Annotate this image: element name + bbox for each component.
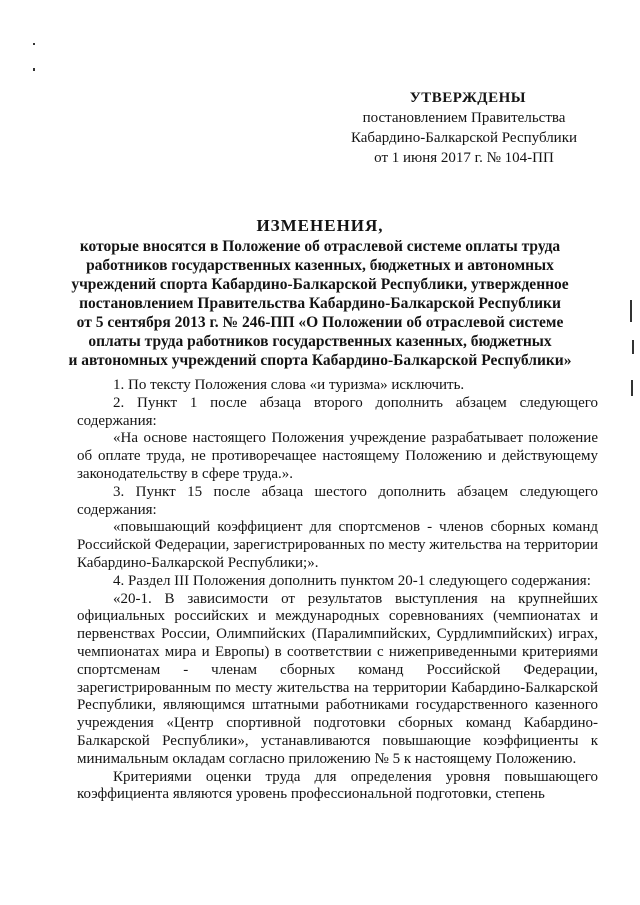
title-line: постановлением Правительства Кабардино-Балкарской Республики bbox=[79, 295, 561, 312]
approval-line: постановлением Правительства bbox=[362, 110, 566, 126]
title-line: и автономных учреждений спорта Кабардино-Балкарской Республики» bbox=[68, 352, 572, 369]
title-line: от 5 сентября 2013 г. № 246-ПП «О Положении об отраслевой системе bbox=[76, 314, 564, 331]
approval-line: от 1 июня 2017 г. № 104-ПП bbox=[374, 150, 554, 166]
paragraph: «повышающий коэффициент для спортсменов - членов сборных команд Российской Федерации, зарегистрированных по месту жительства на территории Кабардино-Балкарской Республики;». bbox=[77, 519, 598, 571]
paragraph: «20-1. В зависимости от результатов выступления на крупнейших официальных российских и международных соревнованиях (чемпионатах и первенствах России, Олимпийских (Паралимпийских, Сурдлимпийских) играх, чемпионатах мира и Европы) в соответствии с нижеприведенными критериями спортсменам - членам сборных команд Российской Федерации, зарегистрированным по месту жительства на территории Кабардино-Балкарской Республики, являющимся штатными работниками государственного казенного учреждения «Центр спортивной подготовки сборных команд Кабардино-Балкарской Республики», устанавливаются повышающие коэффициенты к минимальным окладам согласно приложению № 5 к настоящему Положению. bbox=[77, 590, 598, 767]
paragraph: Критериями оценки труда для определения уровня повышающего коэффициента являются уровень профессиональной подготовки, степень bbox=[77, 768, 598, 803]
paragraph: 3. Пункт 15 после абзаца шестого дополнить абзацем следующего содержания: bbox=[77, 483, 598, 518]
paragraph: 4. Раздел III Положения дополнить пунктом 20-1 следующего содержания: bbox=[113, 572, 591, 589]
document-body bbox=[77, 377, 598, 804]
scan-edge-mark bbox=[631, 380, 633, 396]
title-line: учреждений спорта Кабардино-Балкарской Республики, утвержденное bbox=[71, 276, 569, 293]
scan-speck bbox=[33, 43, 35, 45]
paragraph: 1. По тексту Положения слова «и туризма» исключить. bbox=[113, 377, 465, 393]
approval-block bbox=[336, 88, 592, 168]
scan-speck bbox=[33, 68, 35, 71]
title-line: работников государственных казенных, бюджетных и автономных bbox=[86, 257, 554, 274]
document-title bbox=[50, 216, 590, 370]
title-line: оплаты труда работников государственных казенных, бюджетных bbox=[88, 333, 552, 350]
title-line: которые вносятся в Положение об отраслевой системе оплаты труда bbox=[79, 238, 561, 255]
scan-edge-mark bbox=[630, 300, 632, 322]
paragraph: 2. Пункт 1 после абзаца второго дополнить абзацем следующего содержания: bbox=[77, 394, 598, 429]
approval-heading: УТВЕРЖДЕНЫ bbox=[409, 90, 526, 106]
paragraph: «На основе настоящего Положения учреждение разрабатывает положение об оплате труда, не противоречащее настоящему Положению и действующему законодательству в сфере труда.». bbox=[77, 430, 598, 482]
scan-edge-mark bbox=[632, 340, 634, 354]
approval-line: Кабардино-Балкарской Республики bbox=[350, 130, 578, 146]
title-heading: ИЗМЕНЕНИЯ, bbox=[256, 216, 384, 235]
